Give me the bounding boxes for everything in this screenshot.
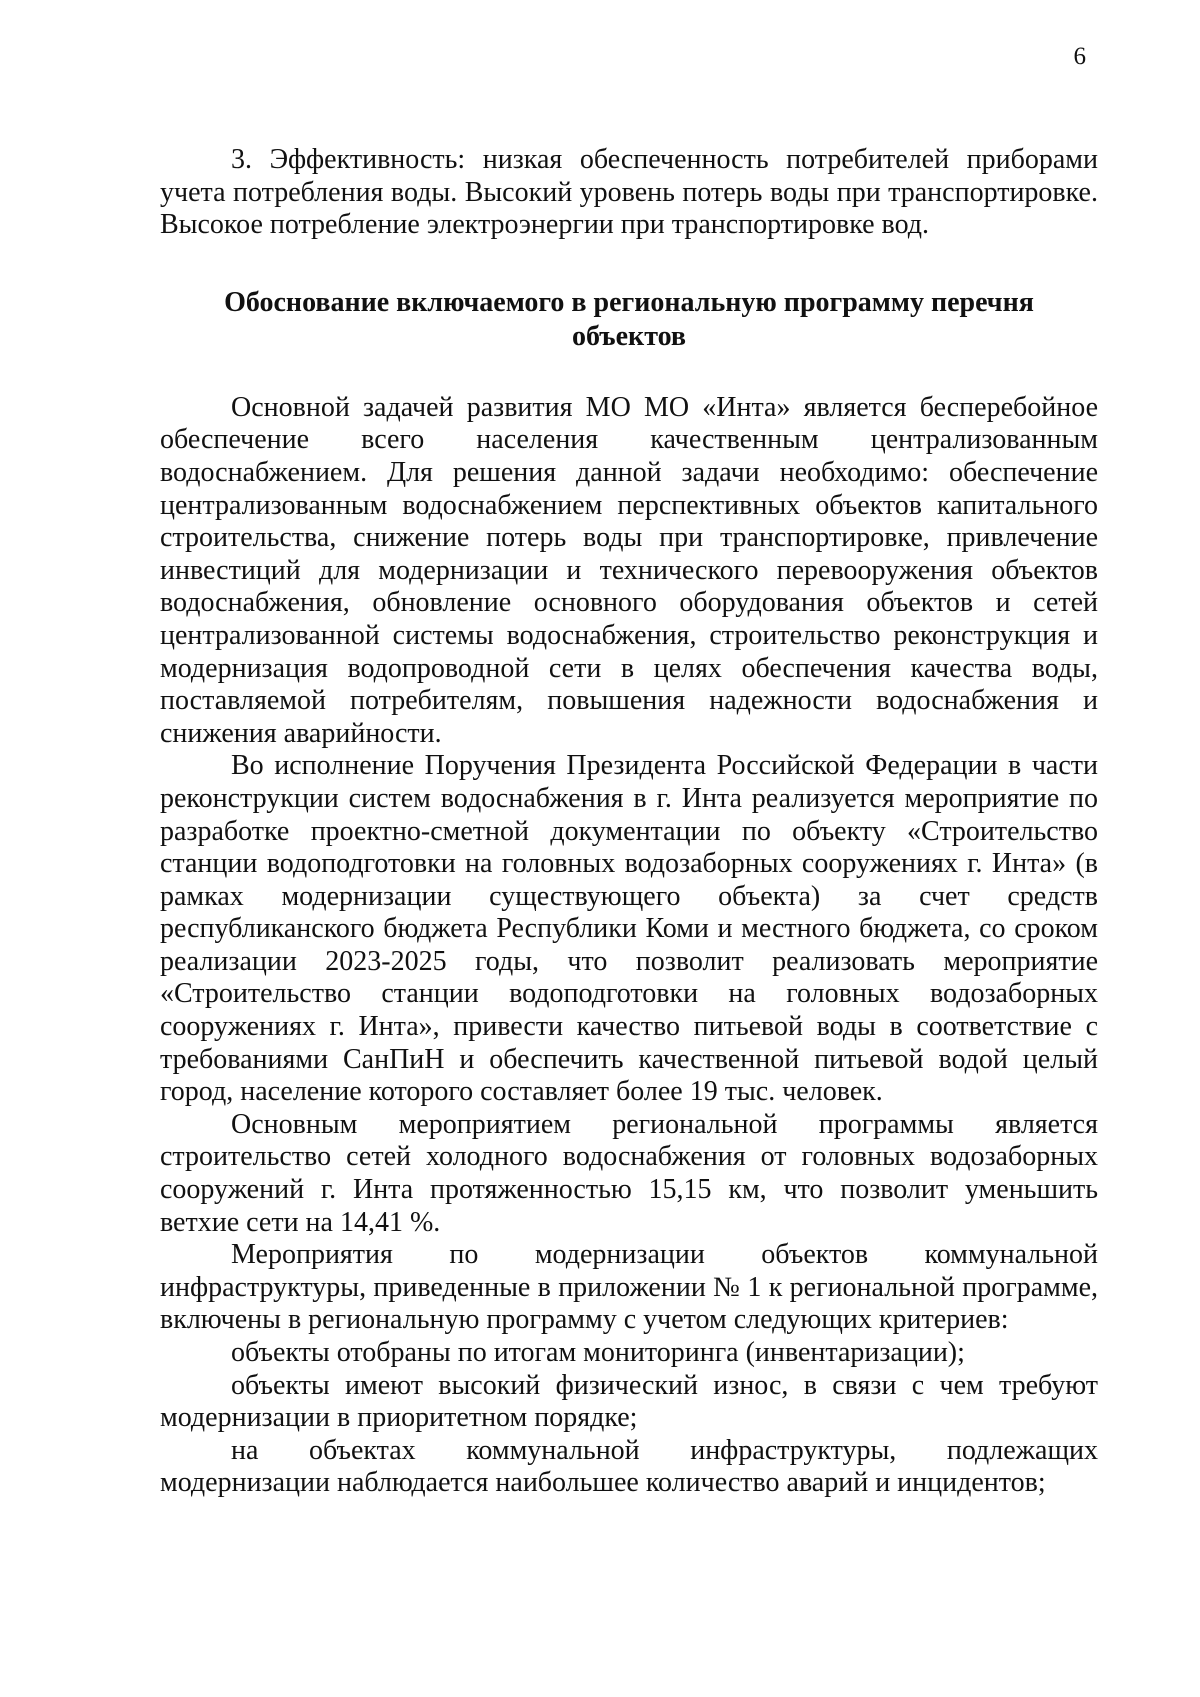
section-heading: Обоснование включаемого в региональную программу перечня объектов [224, 286, 1034, 352]
main-measure-paragraph: Основным мероприятием региональной программы является строительство сетей холодного водоснабжения от головных водозаборных сооружений г. Инта протяженностью 15,15 км, что позволит уменьшить ветхие сети на 14,41 %. [160, 1108, 1098, 1238]
presidential-order-paragraph: Во исполнение Поручения Президента Российской Федерации в части реконструкции систем водоснабжения в г. Инта реализуется мероприятие по разработке проектно-сметной документации по объекту «Строительство станции водоподготовки на головных водозаборных сооружениях г. Инта» (в рамках модернизации существующего объекта) за счет средств республиканского бюджета Республики Коми и местного бюджета, со сроком реализации 2023-2025 годы, что позволит реализовать мероприятие «Строительство станции водоподготовки на головных водозаборных сооружениях г. Инта», привести качество питьевой воды в соответствие с требованиями СанПиН и обеспечить качественной питьевой водой целый город, население которого составляет более 19 тыс. человек. [160, 750, 1098, 1108]
criterion-accidents: на объектах коммунальной инфраструктуры, подлежащих модернизации наблюдается наибольшее количество аварий и инцидентов; [160, 1434, 1098, 1499]
page-number: 6 [1073, 43, 1086, 70]
efficiency-paragraph: 3. Эффективность: низкая обеспеченность потребителей приборами учета потребления воды. Высокий уровень потерь воды при транспортировке. Высокое потребление электроэнергии при транспортировке вод. [160, 144, 1098, 241]
main-task-paragraph: Основной задачей развития МО МО «Инта» является бесперебойное обеспечение всего населения качественным централизованным водоснабжением. Для решения данной задачи необходимо: обеспечение централизованным водоснабжением перспективных объектов капитального строительства, снижение потерь воды при транспортировке, привлечение инвестиций для модернизации и технического перевооружения объектов водоснабжения, обновление основного оборудования объектов и сетей централизованной системы водоснабжения, строительство реконструкция и модернизация водопроводной сети в целях обеспечения качества воды, поставляемой потребителям, повышения надежности водоснабжения и снижения аварийности. [160, 391, 1098, 749]
criteria-intro-paragraph: Мероприятия по модернизации объектов коммунальной инфраструктуры, приведенные в приложении № 1 к региональной программе, включены в региональную программу с учетом следующих критериев: [160, 1239, 1098, 1336]
criterion-monitoring: объекты отобраны по итогам мониторинга (инвентаризации); [231, 1337, 965, 1368]
criterion-wear: объекты имеют высокий физический износ, в связи с чем требуют модернизации в приоритетном порядке; [160, 1369, 1098, 1434]
document-body [160, 144, 1098, 1500]
